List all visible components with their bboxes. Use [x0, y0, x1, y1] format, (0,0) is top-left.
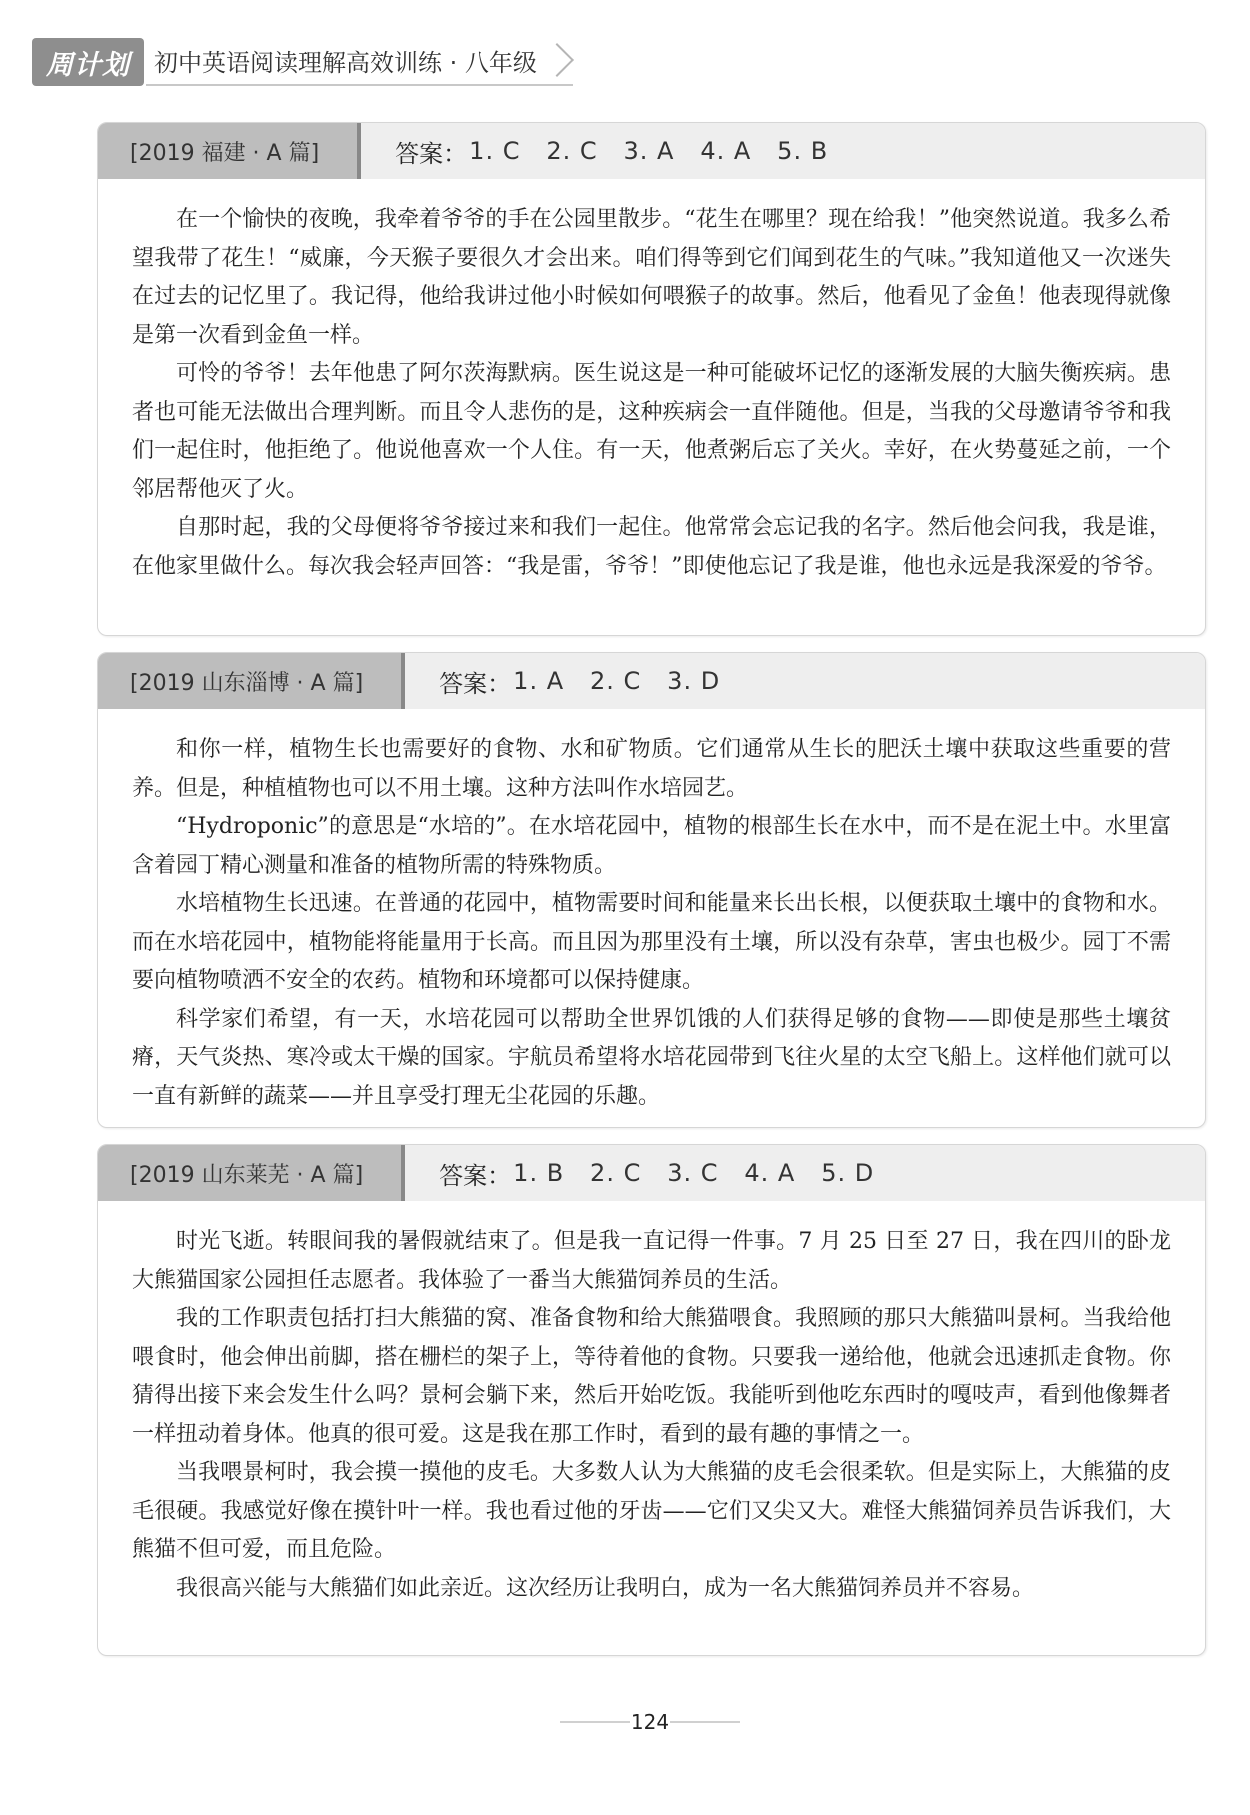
- paragraph: “Hydroponic”的意思是“水培的”。在水培花园中，植物的根部生长在水中，而不是在泥土中。水里富含着园丁精心测量和准备的植物所需的特殊物质。: [132, 814, 1171, 878]
- book-title: 初中英语阅读理解高效训练 · 八年级: [146, 42, 573, 86]
- answer-label: 答案：: [439, 669, 512, 698]
- paragraph: 在一个愉快的夜晚，我牵着爷爷的手在公园里散步。“花生在哪里？现在给我！”他突然说道。我多么希望我带了花生！“威廉，今天猴子要很久才会出来。咱们得等到它们闻到花生的气味。”我知道他又一次迷失在过去的记忆里了。我记得，他给我讲过他小时候如何喂猴子的故事。然后，他看见了金鱼！他表现得就像是第一次看到金鱼一样。: [132, 207, 1171, 348]
- answer-list: 1. A 2. C 3. D: [513, 667, 721, 695]
- footer-divider-right: [670, 1721, 740, 1723]
- page-footer: [560, 1707, 740, 1737]
- section-header: [98, 1145, 1205, 1201]
- paragraph: 我很高兴能与大熊猫们如此亲近。这次经历让我明白，成为一名大熊猫饲养员并不容易。: [176, 1575, 1035, 1601]
- answer-section-zibo: [97, 652, 1206, 1128]
- paragraph: 科学家们希望，有一天，水培花园可以帮助全世界饥饿的人们获得足够的食物——即使是那些土壤贫瘠，天气炎热、寒冷或太干燥的国家。宇航员希望将水培花园带到飞往火星的太空飞船上。这样他们就可以一直有新鲜的蔬菜——并且享受打理无尘花园的乐趣。: [132, 1006, 1171, 1109]
- section-header: [98, 123, 1205, 179]
- section-body: [98, 1201, 1205, 1622]
- page-number: 124: [630, 1710, 670, 1734]
- section-tag: [2019 山东淄博 · A 篇]: [98, 653, 405, 709]
- paragraph: 当我喂景柯时，我会摸一摸他的皮毛。大多数人认为大熊猫的皮毛会很柔软。但是实际上，大熊猫的皮毛很硬。我感觉好像在摸针叶一样。我也看过他的牙齿——它们又尖又大。难怪大熊猫饲养员告诉我们，大熊猫不但可爱，而且危险。: [132, 1460, 1171, 1562]
- paragraph: 水培植物生长迅速。在普通的花园中，植物需要时间和能量来长出长根，以便获取土壤中的食物和水。而在水培花园中，植物能将能量用于长高。而且因为那里没有土壤，所以没有杂草，害虫也极少。园丁不需要向植物喷洒不安全的农药。植物和环境都可以保持健康。: [132, 891, 1171, 993]
- paragraph: 可怜的爷爷！去年他患了阿尔茨海默病。医生说这是一种可能破坏记忆的逐渐发展的大脑失衡疾病。患者也可能无法做出合理判断。而且令人悲伤的是，这种疾病会一直伴随他。但是，当我的父母邀请爷爷和我们一起住时，他拒绝了。他说他喜欢一个人住。有一天，他煮粥后忘了关火。幸好，在火势蔓延之前，一个邻居帮他灭了火。: [132, 361, 1171, 502]
- section-tag: [2019 福建 · A 篇]: [98, 123, 361, 179]
- answer-list: 1. C 2. C 3. A 4. A 5. B: [469, 137, 829, 165]
- answer-section-laiwu: [97, 1144, 1206, 1656]
- page-header: [0, 0, 1250, 110]
- section-tag: [2019 山东莱芜 · A 篇]: [98, 1145, 405, 1201]
- answer-list: 1. B 2. C 3. C 4. A 5. D: [513, 1159, 875, 1187]
- section-body: [98, 709, 1205, 1128]
- section-header: [98, 653, 1205, 709]
- paragraph: 和你一样，植物生长也需要好的食物、水和矿物质。它们通常从生长的肥沃土壤中获取这些重要的营养。但是，种植植物也可以不用土壤。这种方法叫作水培园艺。: [132, 737, 1171, 801]
- paragraph: 我的工作职责包括打扫大熊猫的窝、准备食物和给大熊猫喂食。我照顾的那只大熊猫叫景柯。当我给他喂食时，他会伸出前脚，搭在栅栏的架子上，等待着他的食物。只要我一递给他，他就会迅速抓走食物。你猜得出接下来会发生什么吗？景柯会躺下来，然后开始吃饭。我能听到他吃东西时的嘎吱声，看到他像舞者一样扭动着身体。他真的很可爱。这是我在那工作时，看到的最有趣的事情之一。: [132, 1306, 1171, 1447]
- answer-section-fujian: [97, 122, 1206, 636]
- section-body: [98, 179, 1205, 600]
- answer-label: 答案：: [439, 1161, 512, 1190]
- paragraph: 自那时起，我的父母便将爷爷接过来和我们一起住。他常常会忘记我的名字。然后他会问我，我是谁，在他家里做什么。每次我会轻声回答：“我是雷，爷爷！”即使他忘记了我是谁，他也永远是我深爱的爷爷。: [132, 515, 1171, 579]
- paragraph: 时光飞逝。转眼间我的暑假就结束了。但是我一直记得一件事。7 月 25 日至 27 日，我在四川的卧龙大熊猫国家公园担任志愿者。我体验了一番当大熊猫饲养员的生活。: [132, 1229, 1171, 1293]
- brand-logo: 周计划: [32, 38, 144, 86]
- answer-label: 答案：: [395, 139, 468, 168]
